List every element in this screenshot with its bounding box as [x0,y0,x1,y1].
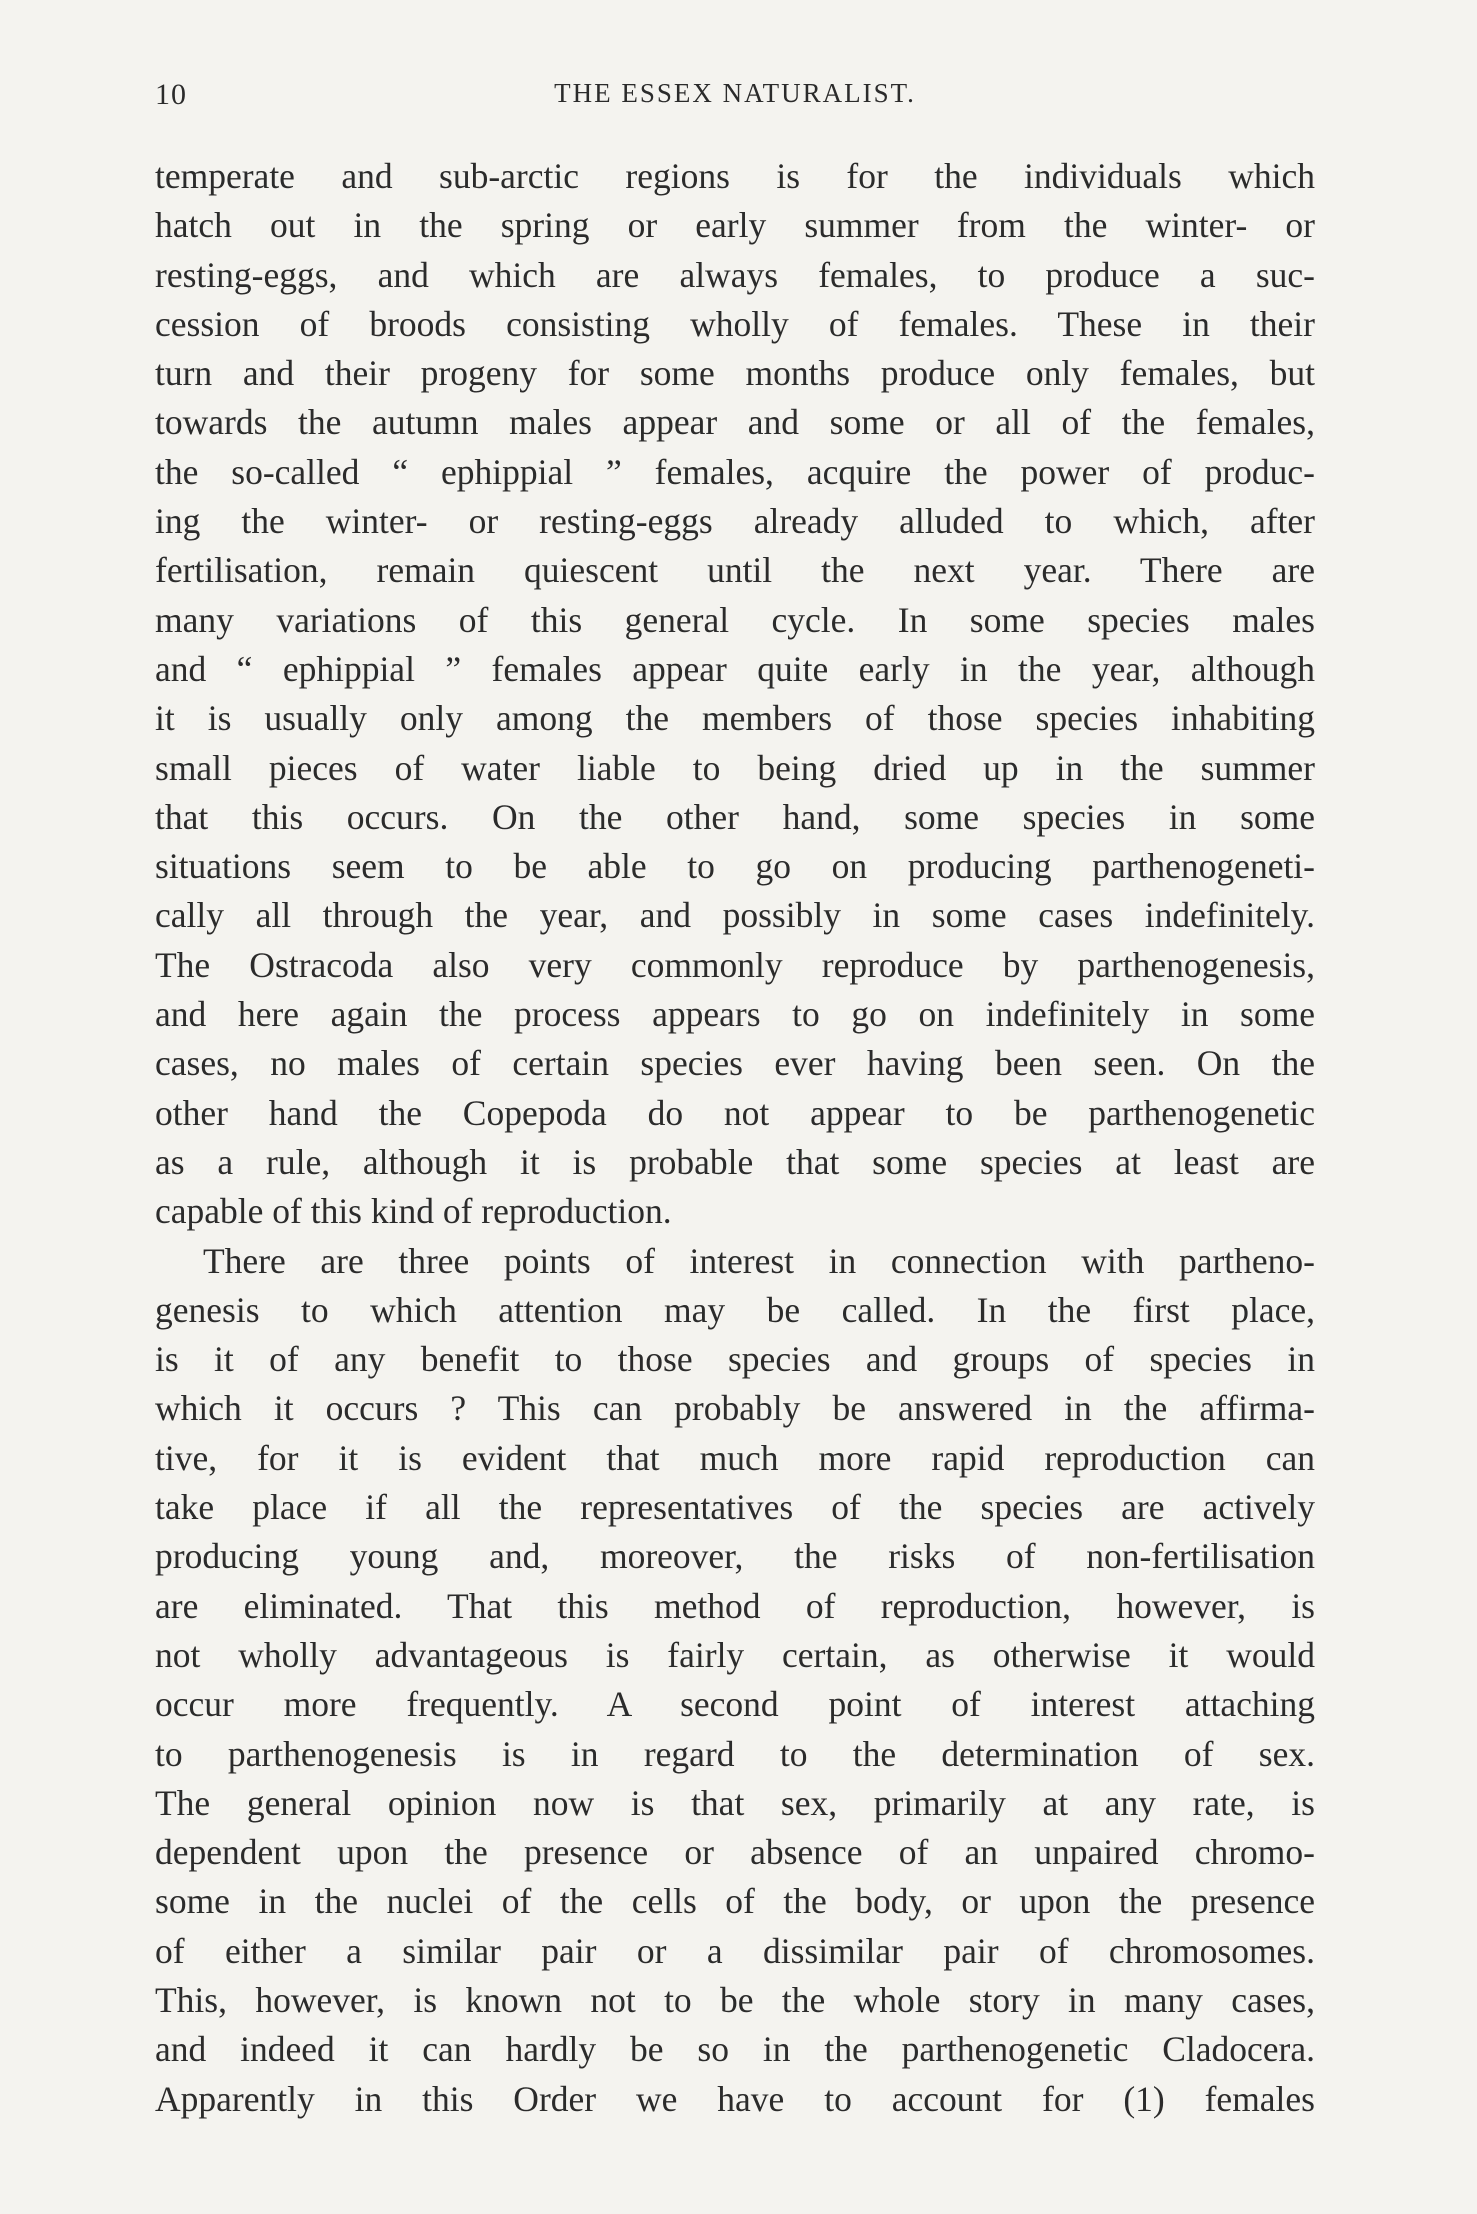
text-line: not wholly advantageous is fairly certain, as otherwise it would [155,1634,1315,1675]
text-line: hatch out in the spring or early summer from the winter- or [155,205,1315,246]
body-text [155,152,1315,2124]
text-line: to parthenogenesis is in regard to the determination of sex. [155,1733,1315,1774]
text-line: The general opinion now is that sex, primarily at any rate, is [155,1782,1315,1823]
text-line: The Ostracoda also very commonly reproduce by parthenogenesis, [155,944,1315,985]
text-line: producing young and, moreover, the risks of non-fertilisation [155,1536,1315,1577]
text-line: small pieces of water liable to being dried up in the summer [155,747,1315,788]
text-line: towards the autumn males appear and some or all of the females, [155,402,1315,443]
text-line: it is usually only among the members of those species inhabiting [155,698,1315,739]
running-title: THE ESSEX NATURALIST. [554,78,916,108]
text-line: many variations of this general cycle. In some species males [155,599,1315,640]
text-line: and here again the process appears to go on indefinitely in some [155,994,1315,1035]
text-line: of either a similar pair or a dissimilar pair of chromosomes. [155,1930,1315,1971]
text-line: other hand the Copepoda do not appear to be parthenogenetic [155,1092,1315,1133]
text-line: turn and their progeny for some months produce only females, but [155,353,1315,394]
text-line: fertilisation, remain quiescent until the next year. There are [155,550,1315,591]
paragraph-first-line: There are three points of interest in connection with partheno- [203,1240,1315,1281]
text-line: cases, no males of certain species ever having been seen. On the [155,1043,1315,1084]
text-line: ing the winter- or resting-eggs already alluded to which, after [155,501,1315,542]
text-line: that this occurs. On the other hand, some species in some [155,796,1315,837]
text-line: take place if all the representatives of the species are actively [155,1487,1315,1528]
text-line: Apparently in this Order we have to account for (1) females [155,2078,1315,2119]
running-head [155,78,1315,118]
text-line: and “ ephippial ” females appear quite early in the year, although [155,648,1315,689]
text-line: is it of any benefit to those species and groups of species in [155,1339,1315,1380]
text-line: dependent upon the presence or absence of an unpaired chromo- [155,1832,1315,1873]
text-line: situations seem to be able to go on producing parthenogeneti- [155,846,1315,887]
text-line: cally all through the year, and possibly in some cases indefinitely. [155,895,1315,936]
text-line: and indeed it can hardly be so in the parthenogenetic Cladocera. [155,2029,1315,2070]
text-line: the so-called “ ephippial ” females, acquire the power of produc- [155,451,1315,492]
text-line: occur more frequently. A second point of interest attaching [155,1684,1315,1725]
text-line: as a rule, although it is probable that some species at least are [155,1141,1315,1182]
text-line: which it occurs ? This can probably be answered in the affirma- [155,1388,1315,1429]
paragraph-last-line: capable of this kind of reproduction. [155,1191,672,1232]
text-line: This, however, is known not to be the whole story in many cases, [155,1979,1315,2020]
text-line: resting-eggs, and which are always females, to produce a suc- [155,254,1315,295]
page-number: 10 [155,78,187,111]
text-line: temperate and sub-arctic regions is for the individuals which [155,156,1315,196]
text-line: some in the nuclei of the cells of the body, or upon the presence [155,1881,1315,1922]
text-line: are eliminated. That this method of reproduction, however, is [155,1585,1315,1626]
text-line: cession of broods consisting wholly of females. These in their [155,303,1315,344]
text-line: genesis to which attention may be called. In the first place, [155,1289,1315,1330]
text-line: tive, for it is evident that much more rapid reproduction can [155,1437,1315,1478]
